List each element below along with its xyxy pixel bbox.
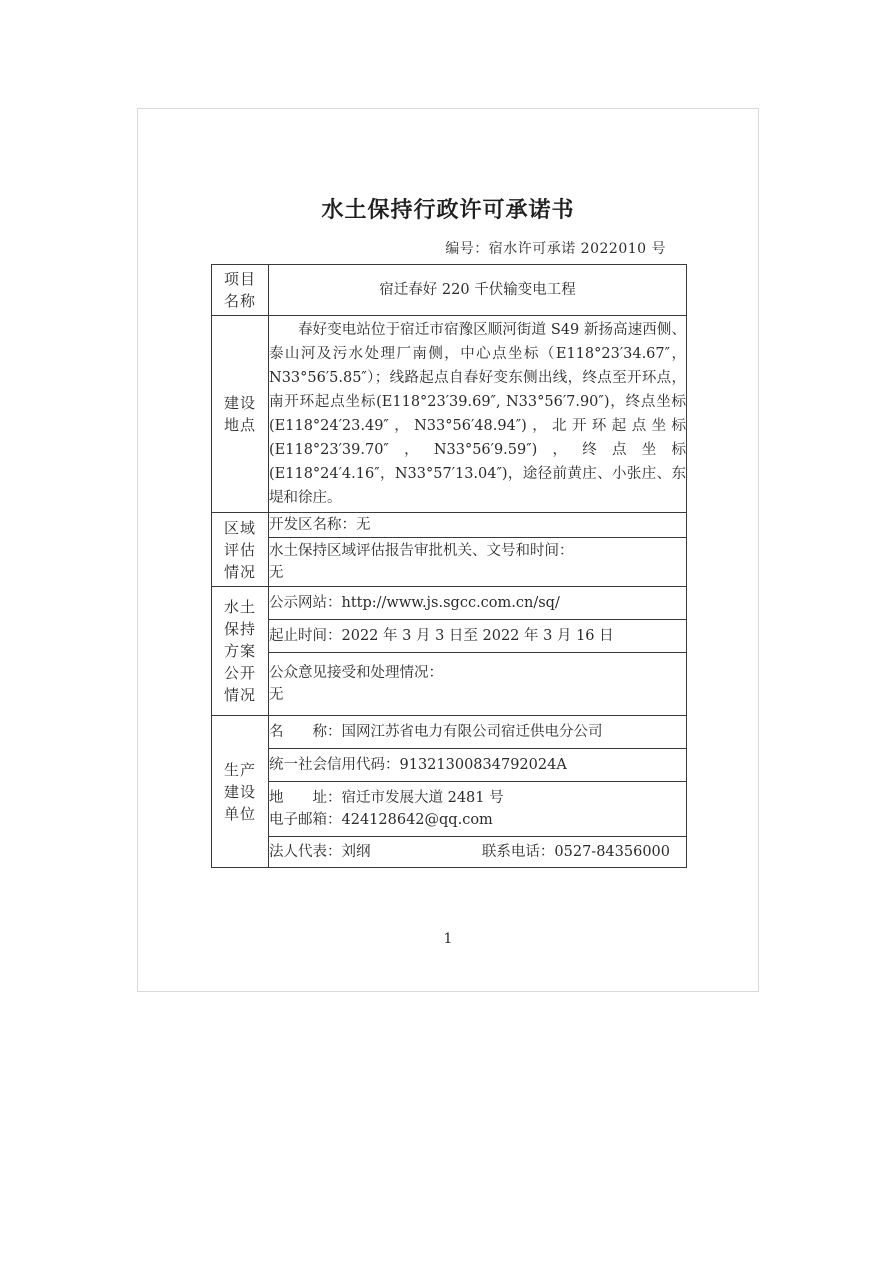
row-website bbox=[212, 587, 687, 620]
label-line: 水土 bbox=[223, 598, 256, 616]
location-description: 春好变电站位于宿迁市宿豫区顺河街道 S49 新扬高速西侧、泰山河及污水处理厂南侧，中心点坐标（E118°23′34.67″，N33°56′5.85″）；线路起点自春好变东侧出线，终点至开环点，南开环起点坐标(E118°23′39.69″, N33°56′7.90″)，终点坐标(E118°24′23.49″，N33°56′48.94″)，北开环起点坐标(E118°23′39.70″，N33°56′9.59″)，终点坐标(E118°24′4.16″，N33°57′13.04″)，途径前黄庄、小张庄、东堤和徐庄。 bbox=[269, 322, 686, 506]
label-line: 地点 bbox=[223, 416, 256, 434]
scanned-page bbox=[137, 108, 759, 992]
label-line: 公开 bbox=[223, 664, 256, 682]
label-line: 情况 bbox=[223, 562, 256, 581]
contact-line bbox=[269, 841, 686, 863]
value-builder-name: 名 称：国网江苏省电力有限公司宿迁供电分公司 bbox=[269, 716, 687, 749]
page-number: 1 bbox=[443, 931, 453, 947]
label-line: 评估 bbox=[223, 540, 256, 559]
row-builder-name bbox=[212, 716, 687, 749]
value-assessment-report bbox=[269, 538, 687, 587]
row-period bbox=[212, 620, 687, 653]
assessment-report-label: 水土保持区域评估报告审批机关、文号和时间： bbox=[269, 543, 574, 559]
value-period: 起止时间：2022 年 3 月 3 日至 2022 年 3 月 16 日 bbox=[269, 620, 687, 653]
label-line: 项目 bbox=[223, 270, 256, 288]
label-line: 情况 bbox=[223, 686, 256, 704]
permit-form-table bbox=[211, 264, 687, 868]
label-line: 生产 bbox=[223, 760, 256, 779]
assessment-report-value: 无 bbox=[269, 565, 284, 581]
label-line: 保持 bbox=[223, 620, 256, 638]
value-location bbox=[269, 316, 687, 513]
label-location bbox=[212, 316, 269, 513]
row-address bbox=[212, 782, 687, 837]
row-opinion bbox=[212, 653, 687, 716]
row-contact bbox=[212, 837, 687, 868]
row-assessment-report bbox=[212, 538, 687, 587]
value-website: 公示网站：http://www.js.sgcc.com.cn/sq/ bbox=[269, 587, 687, 620]
label-line: 名称 bbox=[223, 292, 256, 310]
row-dev-zone bbox=[212, 513, 687, 538]
opinion-value: 无 bbox=[269, 687, 284, 703]
row-project-name bbox=[212, 265, 687, 316]
label-line: 区域 bbox=[223, 518, 256, 537]
value-opinion bbox=[269, 653, 687, 716]
address-text: 地 址：宿迁市发展大道 2481 号 bbox=[269, 790, 504, 806]
value-dev-zone: 开发区名称：无 bbox=[269, 513, 687, 538]
row-location bbox=[212, 316, 687, 513]
email-text: 电子邮箱：424128642@qq.com bbox=[269, 812, 493, 828]
value-contact bbox=[269, 837, 687, 868]
label-line: 方案 bbox=[223, 642, 256, 660]
opinion-label: 公众意见接受和处理情况： bbox=[269, 665, 443, 681]
label-plan-publicity bbox=[212, 587, 269, 716]
legal-representative: 法人代表：刘纲 bbox=[269, 844, 371, 860]
value-credit-code: 统一社会信用代码：91321300834792024A bbox=[269, 749, 687, 782]
value-project-name: 宿迁春好 220 千伏输变电工程 bbox=[269, 265, 687, 316]
value-address-email bbox=[269, 782, 687, 837]
label-builder bbox=[212, 716, 269, 868]
document-number: 编号：宿水许可承诺 2022010 号 bbox=[445, 241, 666, 257]
label-line: 建设 bbox=[223, 394, 256, 412]
row-credit-code bbox=[212, 749, 687, 782]
label-line: 单位 bbox=[223, 804, 256, 823]
label-regional-assessment bbox=[212, 513, 269, 587]
label-line: 建设 bbox=[223, 782, 256, 801]
contact-phone: 联系电话：0527-84356000 bbox=[481, 844, 670, 860]
document-title: 水土保持行政许可承诺书 bbox=[321, 198, 575, 223]
label-project-name bbox=[212, 265, 269, 316]
